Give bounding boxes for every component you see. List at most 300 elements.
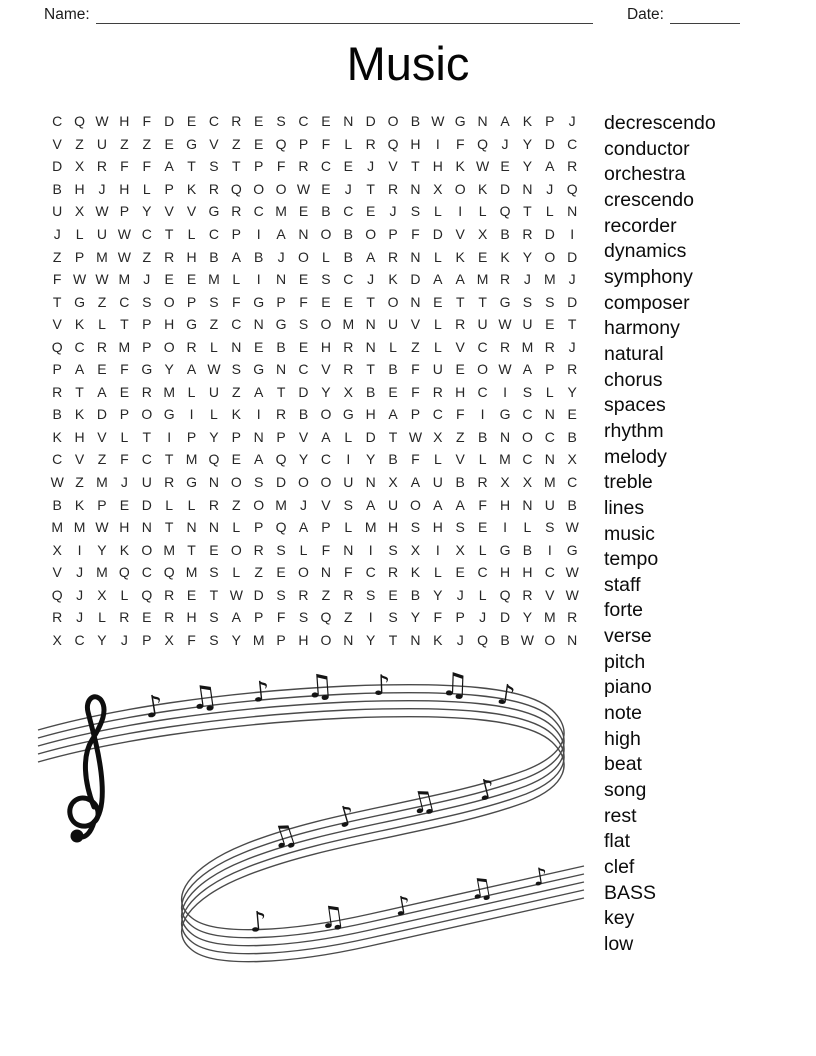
grid-letter: B xyxy=(388,451,398,468)
grid-letter: O xyxy=(544,248,556,265)
grid-letter: C xyxy=(477,338,488,355)
grid-letter: S xyxy=(209,631,219,648)
grid-letter: S xyxy=(276,541,286,558)
eighth-note-icon: ♪ xyxy=(530,861,551,892)
grid-letter: L xyxy=(75,226,84,242)
grid-letter: S xyxy=(410,203,421,220)
grid-letter: L xyxy=(187,383,196,400)
grid-letter: Y xyxy=(298,451,309,468)
grid-letter: P xyxy=(388,226,398,242)
grid-letter: W xyxy=(117,248,131,265)
grid-letter: X xyxy=(477,226,488,242)
grid-letter: I xyxy=(480,406,485,423)
word-list-item: rest xyxy=(604,804,637,827)
grid-letter: H xyxy=(298,631,309,648)
grid-letter: H xyxy=(499,564,511,581)
grid-letter: C xyxy=(208,113,219,130)
grid-letter: L xyxy=(142,180,151,197)
grid-letter: A xyxy=(522,361,533,378)
grid-letter: Y xyxy=(365,631,376,648)
grid-letter: T xyxy=(366,293,375,310)
grid-letter: T xyxy=(187,158,196,175)
staff-lines xyxy=(38,685,584,962)
grid-letter: P xyxy=(545,361,555,378)
grid-letter: P xyxy=(74,248,85,265)
grid-letter: J xyxy=(456,631,464,648)
grid-letter: E xyxy=(298,271,309,288)
grid-letter: W xyxy=(50,474,64,491)
grid-letter: N xyxy=(365,316,376,333)
grid-letter: K xyxy=(74,316,85,333)
grid-letter: J xyxy=(367,271,375,288)
grid-letter: R xyxy=(164,609,175,626)
grid-letter: M xyxy=(543,271,556,288)
grid-letter: A xyxy=(276,226,286,242)
grid-letter: P xyxy=(410,406,421,423)
grid-letter: L xyxy=(120,586,129,603)
grid-letter: N xyxy=(343,631,354,648)
grid-letter: F xyxy=(411,361,420,378)
grid-letter: B xyxy=(567,496,577,513)
grid-letter: P xyxy=(254,609,264,626)
word-list-item: crescendo xyxy=(604,188,694,211)
grid-letter: Y xyxy=(365,451,376,468)
grid-letter: E xyxy=(231,451,241,468)
grid-letter: X xyxy=(52,541,62,558)
grid-letter: K xyxy=(388,271,398,288)
grid-letter: H xyxy=(186,248,197,265)
grid-letter: F xyxy=(411,226,420,242)
grid-letter: R xyxy=(186,338,197,355)
grid-letter: X xyxy=(410,541,421,558)
grid-letter: H xyxy=(186,609,197,626)
grid-letter: N xyxy=(253,316,264,333)
grid-letter: K xyxy=(410,564,421,581)
grid-letter: Y xyxy=(522,135,533,152)
grid-letter: P xyxy=(142,316,152,333)
grid-letter: A xyxy=(388,406,398,423)
grid-letter: O xyxy=(275,180,287,197)
word-list-item: spaces xyxy=(604,394,666,417)
grid-letter: C xyxy=(567,474,578,491)
grid-letter: U xyxy=(387,496,399,513)
grid-letter: O xyxy=(298,474,309,491)
grid-letter: L xyxy=(232,271,241,288)
grid-letter: S xyxy=(455,519,465,536)
grid-letter: P xyxy=(97,496,107,513)
eighth-note-icon: ♪ xyxy=(372,668,392,702)
grid-letter: J xyxy=(344,180,352,197)
grid-letter: N xyxy=(499,428,511,445)
grid-letter: X xyxy=(433,428,443,445)
grid-letter: N xyxy=(253,428,264,445)
grid-letter: B xyxy=(321,203,331,220)
music-staff-decoration xyxy=(28,652,592,968)
grid-letter: F xyxy=(343,564,353,581)
grid-letter: V xyxy=(545,586,555,603)
beamed-notes-icon: ♫ xyxy=(303,666,336,706)
grid-letter: T xyxy=(411,158,420,175)
grid-letter: F xyxy=(455,406,465,423)
grid-letter: R xyxy=(522,226,533,242)
word-list-item: beat xyxy=(604,753,642,776)
grid-letter: E xyxy=(343,158,353,175)
grid-letter: R xyxy=(231,113,242,130)
grid-letter: O xyxy=(253,180,265,197)
grid-letter: C xyxy=(119,293,130,310)
grid-letter: V xyxy=(52,564,62,581)
grid-letter: F xyxy=(276,609,286,626)
grid-letter: H xyxy=(74,180,85,197)
page-title: Music xyxy=(346,37,470,90)
grid-letter: M xyxy=(163,541,175,558)
grid-letter: T xyxy=(567,316,577,333)
grid-letter: L xyxy=(478,203,487,220)
grid-letter: I xyxy=(503,519,507,536)
grid-letter: B xyxy=(567,428,577,445)
grid-letter: N xyxy=(298,226,309,242)
grid-letter: R xyxy=(208,180,219,197)
grid-letter: C xyxy=(343,203,354,220)
word-list-item: conductor xyxy=(604,137,690,160)
grid-letter: Y xyxy=(97,631,107,648)
grid-letter: B xyxy=(388,361,398,378)
grid-letter: I xyxy=(368,609,373,626)
grid-letter: D xyxy=(141,496,152,513)
grid-letter: P xyxy=(52,361,62,378)
grid-letter: R xyxy=(567,609,578,626)
word-list-item: orchestra xyxy=(604,163,686,186)
grid-letter: P xyxy=(186,428,197,445)
grid-letter: E xyxy=(119,383,130,400)
grid-letter: H xyxy=(119,519,130,536)
grid-letter: R xyxy=(119,609,130,626)
grid-letter: N xyxy=(410,631,421,648)
grid-letter: W xyxy=(431,113,445,130)
grid-letter: E xyxy=(209,541,219,558)
grid-letter: E xyxy=(455,361,465,378)
grid-letter: O xyxy=(387,113,399,130)
grid-letter: U xyxy=(141,474,152,491)
grid-letter: B xyxy=(522,541,533,558)
grid-letter: M xyxy=(252,631,265,648)
grid-letter: W xyxy=(207,361,221,378)
grid-letter: W xyxy=(95,113,109,130)
grid-letter: Q xyxy=(208,451,220,468)
grid-letter: B xyxy=(365,383,376,400)
grid-letter: W xyxy=(520,631,534,648)
grid-letter: T xyxy=(75,383,84,400)
grid-letter: L xyxy=(210,338,218,355)
grid-letter: Z xyxy=(455,428,465,445)
grid-letter: M xyxy=(275,496,287,513)
word-list-item: melody xyxy=(604,445,667,468)
word-list-item: tempo xyxy=(604,548,659,571)
grid-letter: B xyxy=(410,113,421,130)
word-list-item: BASS xyxy=(604,881,657,904)
grid-letter: L xyxy=(478,586,487,603)
grid-letter: W xyxy=(72,271,87,288)
grid-letter: X xyxy=(567,451,577,468)
grid-letter: J xyxy=(568,113,576,130)
grid-letter: A xyxy=(500,113,510,130)
grid-letter: O xyxy=(253,496,265,513)
grid-letter: C xyxy=(477,383,488,400)
grid-letter: X xyxy=(164,631,174,648)
eighth-note-icon: ♪ xyxy=(495,677,518,713)
grid-letter: E xyxy=(433,293,443,310)
grid-letter: X xyxy=(343,383,353,400)
grid-letter: R xyxy=(567,158,578,175)
grid-letter: G xyxy=(499,541,511,558)
grid-letter: S xyxy=(545,293,555,310)
grid-letter: G xyxy=(566,541,578,558)
grid-letter: K xyxy=(455,248,465,265)
grid-letter: M xyxy=(208,271,220,288)
grid-letter: B xyxy=(455,474,465,491)
grid-letter: R xyxy=(276,406,287,423)
grid-letter: I xyxy=(167,428,172,445)
eighth-note-icon: ♪ xyxy=(247,904,269,939)
grid-letter: M xyxy=(499,451,511,468)
grid-letter: R xyxy=(544,338,555,355)
grid-letter: X xyxy=(52,631,62,648)
grid-letter: C xyxy=(141,451,152,468)
grid-letter: I xyxy=(256,271,261,288)
grid-letter: H xyxy=(432,519,443,536)
grid-letter: T xyxy=(366,180,375,197)
grid-letter: M xyxy=(163,383,175,400)
grid-letter: D xyxy=(410,271,421,288)
grid-letter: O xyxy=(298,248,309,265)
grid-letter: D xyxy=(253,586,264,603)
grid-letter: R xyxy=(343,338,354,355)
grid-letter: G xyxy=(186,474,197,491)
beamed-notes-icon: ♫ xyxy=(316,898,348,937)
grid-letter: Y xyxy=(97,541,107,558)
grid-letter: L xyxy=(187,226,196,242)
word-list-item: staff xyxy=(604,573,641,596)
grid-letter: M xyxy=(96,564,108,581)
grid-letter: C xyxy=(365,564,376,581)
grid-letter: O xyxy=(141,406,153,423)
grid-letter: Z xyxy=(321,586,331,603)
grid-letter: M xyxy=(118,338,131,355)
date-fill-in-line[interactable] xyxy=(670,6,740,24)
grid-letter: L xyxy=(232,564,241,581)
grid-letter: Z xyxy=(120,135,129,152)
word-list-item: dynamics xyxy=(604,240,687,263)
grid-letter: L xyxy=(433,248,442,265)
grid-letter: F xyxy=(276,158,286,175)
grid-letter: N xyxy=(544,451,555,468)
grid-letter: Q xyxy=(275,135,287,152)
grid-letter: W xyxy=(95,271,109,288)
grid-letter: S xyxy=(276,113,286,130)
grid-letter: V xyxy=(298,428,309,445)
beamed-notes-icon: ♫ xyxy=(439,665,470,704)
grid-letter: Y xyxy=(231,631,241,648)
grid-letter: N xyxy=(208,519,219,536)
grid-letter: R xyxy=(499,338,511,355)
grid-letter: Z xyxy=(97,451,107,468)
grid-letter: W xyxy=(229,586,243,603)
grid-letter: C xyxy=(253,203,264,220)
grid-letter: Y xyxy=(164,361,174,378)
grid-letter: M xyxy=(521,338,534,355)
grid-letter: V xyxy=(410,316,421,333)
grid-letter: Z xyxy=(411,338,420,355)
grid-letter: E xyxy=(186,271,197,288)
grid-letter: J xyxy=(98,180,106,197)
beamed-notes-icon: ♫ xyxy=(265,816,303,858)
grid-letter: Y xyxy=(433,586,443,603)
grid-letter: C xyxy=(52,451,63,468)
grid-letter: O xyxy=(410,496,421,513)
grid-letter: S xyxy=(298,316,309,333)
grid-letter: H xyxy=(522,564,533,581)
grid-letter: O xyxy=(477,361,489,378)
grid-letter: P xyxy=(231,226,241,242)
grid-letter: M xyxy=(543,474,556,491)
grid-letter: Z xyxy=(142,248,152,265)
eighth-note-icon: ♪ xyxy=(473,771,500,808)
grid-letter: Y xyxy=(522,158,533,175)
grid-letter: J xyxy=(523,271,531,288)
word-list-item: key xyxy=(604,907,635,930)
grid-letter: G xyxy=(141,361,153,378)
grid-letter: E xyxy=(298,338,309,355)
grid-letter: R xyxy=(96,338,108,355)
grid-letter: L xyxy=(523,519,532,536)
grid-letter: G xyxy=(208,203,220,220)
grid-letter: U xyxy=(52,203,63,220)
grid-letter: F xyxy=(142,158,152,175)
grid-letter: J xyxy=(479,609,487,626)
grid-letter: M xyxy=(364,519,377,536)
grid-letter: U xyxy=(208,383,219,400)
grid-letter: E xyxy=(545,316,555,333)
grid-letter: B xyxy=(52,496,62,513)
grid-letter: J xyxy=(568,271,576,288)
grid-letter: J xyxy=(568,338,576,355)
grid-letter: F xyxy=(120,361,129,378)
date-label: Date: xyxy=(626,6,664,23)
grid-letter: T xyxy=(209,586,219,603)
grid-letter: R xyxy=(477,474,488,491)
grid-letter: T xyxy=(523,203,532,220)
grid-letter: Z xyxy=(343,609,353,626)
grid-letter: D xyxy=(365,428,376,445)
grid-letter: P xyxy=(142,338,152,355)
word-list-item: forte xyxy=(604,599,644,622)
grid-letter: C xyxy=(544,564,555,581)
grid-letter: X xyxy=(97,586,107,603)
grid-letter: T xyxy=(455,293,465,310)
grid-letter: A xyxy=(433,496,443,513)
grid-letter: H xyxy=(74,428,85,445)
grid-letter: Y xyxy=(522,609,533,626)
grid-letter: M xyxy=(185,451,198,468)
word-list-item: harmony xyxy=(604,317,680,340)
grid-letter: S xyxy=(321,271,331,288)
grid-letter: T xyxy=(366,361,375,378)
grid-letter: Z xyxy=(232,135,241,152)
grid-letter: M xyxy=(118,271,131,288)
grid-letter: P xyxy=(164,180,174,197)
grid-letter: D xyxy=(544,226,555,242)
grid-letter: K xyxy=(119,541,130,558)
grid-letter: L xyxy=(120,428,129,445)
grid-letter: F xyxy=(120,451,129,468)
grid-letter: T xyxy=(120,316,129,333)
grid-letter: R xyxy=(387,248,399,265)
grid-letter: I xyxy=(256,406,261,423)
grid-letter: S xyxy=(388,609,398,626)
grid-letter: J xyxy=(120,631,128,648)
grid-letter: U xyxy=(544,496,555,513)
grid-letter: L xyxy=(344,428,353,445)
grid-letter: P xyxy=(276,631,286,648)
grid-letter: V xyxy=(388,158,398,175)
grid-letter: B xyxy=(52,180,62,197)
word-list-item: decrescendo xyxy=(604,112,716,134)
name-fill-in-line[interactable] xyxy=(96,6,593,24)
grid-letter: N xyxy=(477,113,488,130)
grid-letter: R xyxy=(343,361,354,378)
grid-letter: E xyxy=(186,586,197,603)
grid-letter: P xyxy=(321,519,331,536)
grid-letter: N xyxy=(276,361,287,378)
grid-letter: O xyxy=(163,293,175,310)
grid-letter: L xyxy=(210,406,218,423)
grid-letter: S xyxy=(522,383,533,400)
grid-letter: E xyxy=(343,293,353,310)
grid-letter: J xyxy=(53,226,61,242)
grid-letter: M xyxy=(96,474,108,491)
grid-letter: X xyxy=(522,474,533,491)
word-list-item: composer xyxy=(604,291,690,314)
grid-letter: E xyxy=(298,203,309,220)
grid-letter: E xyxy=(119,496,130,513)
grid-letter: Z xyxy=(75,474,84,491)
grid-letter: R xyxy=(522,586,533,603)
grid-letter: Z xyxy=(232,496,241,513)
grid-letter: J xyxy=(143,271,151,288)
grid-letter: E xyxy=(186,113,197,130)
word-list-item: recorder xyxy=(604,214,677,237)
grid-letter: V xyxy=(164,203,174,220)
grid-letter: L xyxy=(433,451,442,468)
grid-letter: V xyxy=(74,451,85,468)
grid-letter: L xyxy=(344,135,353,152)
grid-letter: K xyxy=(522,113,533,130)
grid-letter: A xyxy=(455,271,465,288)
grid-letter: L xyxy=(545,203,554,220)
grid-letter: G xyxy=(454,113,466,130)
grid-letter: P xyxy=(119,203,130,220)
grid-letter: T xyxy=(276,383,286,400)
grid-letter: O xyxy=(365,226,377,242)
grid-letter: U xyxy=(343,474,354,491)
grid-letter: V xyxy=(321,496,331,513)
grid-letter: M xyxy=(73,519,86,536)
grid-letter: C xyxy=(432,406,443,423)
grid-letter: P xyxy=(119,406,130,423)
grid-letter: I xyxy=(547,541,552,558)
grid-letter: E xyxy=(254,135,264,152)
grid-letter: D xyxy=(499,609,511,626)
